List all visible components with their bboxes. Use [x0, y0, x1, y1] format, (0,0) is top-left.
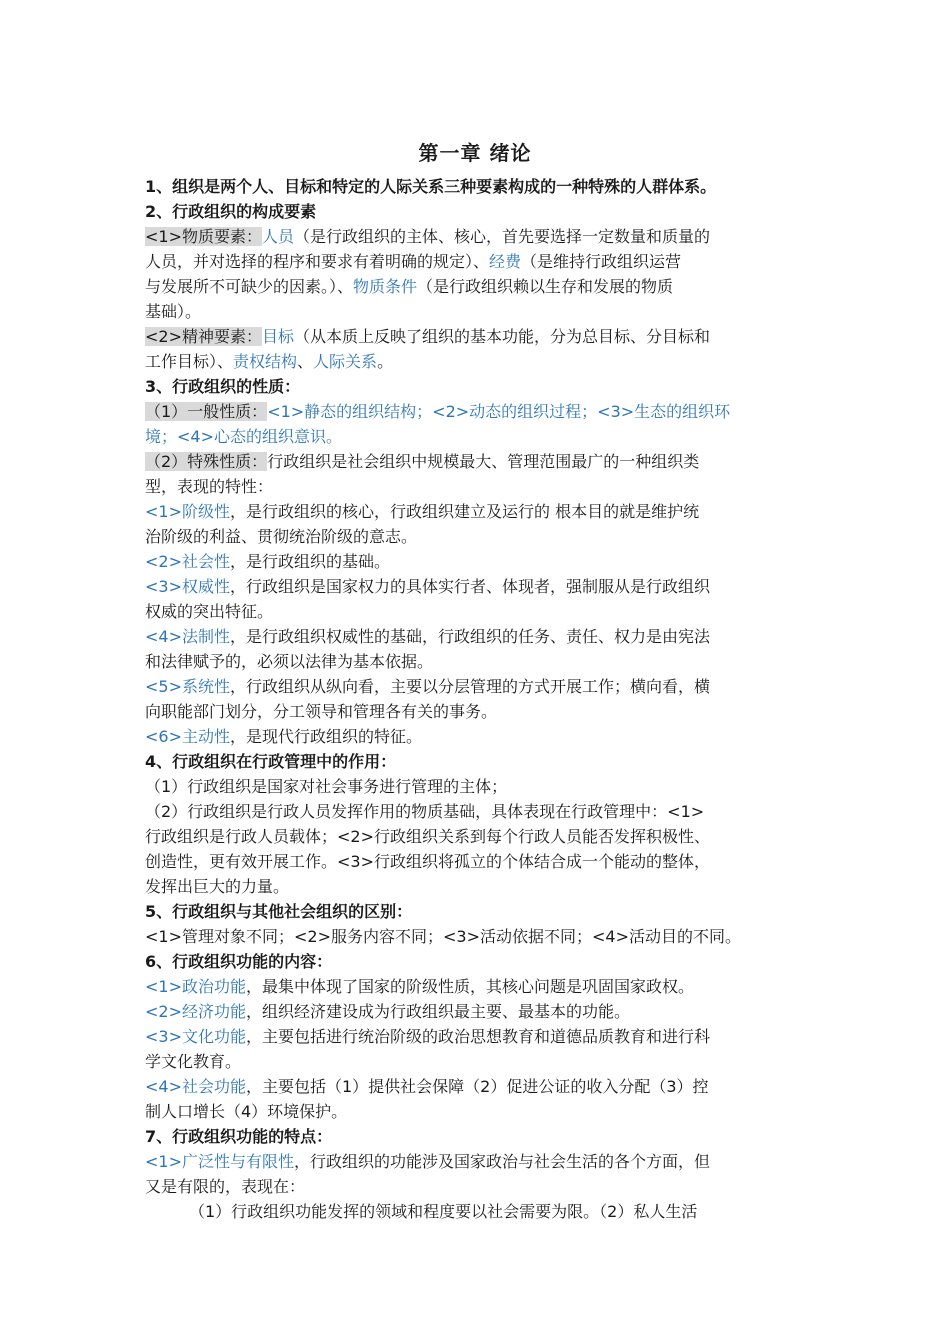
- property-5: [145, 674, 810, 699]
- property-4: [145, 624, 810, 649]
- property-6: [145, 724, 810, 749]
- function-4-cont: 制人口增长（4）环境保护。: [145, 1102, 348, 1121]
- text: <6>主动性: [145, 727, 230, 746]
- material-elements-line-4: 基础）。: [145, 302, 202, 321]
- text: （从本质上反映了组织的基本功能，分为总目标、分目标和: [294, 327, 711, 346]
- property-1-cont: 治阶级的利益、贯彻统治阶级的意志。: [145, 527, 418, 546]
- term-goal: 目标: [262, 327, 295, 346]
- text: ，主要包括进行统治阶级的政治思想教育和道德品质教育和进行科: [246, 1027, 711, 1046]
- general-nature-label: （1）一般性质：: [145, 402, 268, 421]
- text: ，是行政组织的基础。: [230, 552, 391, 571]
- material-label: <1>物质要素：: [145, 227, 262, 246]
- term-authority-structure: 责权结构: [233, 352, 298, 371]
- text: （是维持行政组织运营: [521, 252, 682, 271]
- difference-list: <1>管理对象不同；<2>服务内容不同；<3>活动依据不同；<4>活动目的不同。: [145, 927, 741, 946]
- function-2: [145, 999, 810, 1024]
- function-3-cont: 学文化教育。: [145, 1052, 242, 1071]
- material-elements-line-1: [145, 224, 810, 249]
- role-2-line-4: 发挥出巨大的力量。: [145, 877, 290, 896]
- spiritual-label: <2>精神要素：: [145, 327, 262, 346]
- text: <1>政治功能: [145, 977, 246, 996]
- heading-2: 2、行政组织的构成要素: [145, 202, 317, 221]
- term-funds: 经费: [489, 252, 522, 271]
- text: ，是行政组织的核心，行政组织建立及运行的 根本目的就是维护统: [230, 502, 700, 521]
- text: <4>社会功能: [145, 1077, 246, 1096]
- role-2-line-1: （2）行政组织是行政人员发挥作用的物质基础，具体表现在行政管理中：<1>: [145, 802, 705, 821]
- heading-5: 5、行政组织与其他社会组织的区别：: [145, 902, 413, 921]
- function-3: [145, 1024, 810, 1049]
- text: ，行政组织是国家权力的具体实行者、体现者，强制服从是行政组织: [230, 577, 711, 596]
- special-nature-line-1: [145, 449, 810, 474]
- text: （是行政组织赖以生存和发展的物质: [417, 277, 674, 296]
- heading-7: 7、行政组织功能的特点：: [145, 1127, 333, 1146]
- role-2-line-3: 创造性，更有效开展工作。<3>行政组织将孤立的个体结合成一个能动的整体，: [145, 852, 710, 871]
- general-nature-line-1: [145, 399, 810, 424]
- text: ，组织经济建设成为行政组织最主要、最基本的功能。: [246, 1002, 631, 1021]
- text: <1>广泛性与有限性: [145, 1152, 294, 1171]
- text: <4>法制性: [145, 627, 230, 646]
- property-3-cont: 权威的突出特征。: [145, 602, 274, 621]
- property-2: [145, 549, 810, 574]
- text: <2>经济功能: [145, 1002, 246, 1021]
- spiritual-elements-line-2: [145, 349, 810, 374]
- feature-1-cont: 又是有限的，表现在：: [145, 1177, 306, 1196]
- general-nature-line-2: 境；<4>心态的组织意识。: [145, 427, 342, 446]
- text: <2>社会性: [145, 552, 230, 571]
- text: ，最集中体现了国家的阶级性质，其核心问题是巩固国家政权。: [246, 977, 695, 996]
- heading-3: 3、行政组织的性质：: [145, 377, 301, 396]
- property-4-cont: 和法律赋予的，必须以法律为基本依据。: [145, 652, 434, 671]
- heading-4: 4、行政组织在行政管理中的作用：: [145, 752, 397, 771]
- text: 。: [377, 352, 394, 371]
- material-elements-line-2: [145, 249, 810, 274]
- text: 工作目标）、: [145, 352, 234, 371]
- function-4: [145, 1074, 810, 1099]
- text: <3>权威性: [145, 577, 230, 596]
- document-body: [145, 174, 810, 1224]
- text: ，是现代行政组织的特征。: [230, 727, 423, 746]
- text: <5>系统性: [145, 677, 230, 696]
- feature-1: [145, 1149, 810, 1174]
- text: ，行政组织的功能涉及国家政治与社会生活的各个方面，但: [294, 1152, 711, 1171]
- property-1: [145, 499, 810, 524]
- role-2-line-2: 行政组织是行政人员载体；<2>行政组织关系到每个行政人员能否发挥积极性、: [145, 827, 710, 846]
- property-5-cont: 向职能部门划分，分工领导和管理各有关的事务。: [145, 702, 498, 721]
- function-1: [145, 974, 810, 999]
- text: <1>阶级性: [145, 502, 230, 521]
- term-personnel: 人员: [262, 227, 295, 246]
- text: ，是行政组织权威性的基础，行政组织的任务、责任、权力是由宪法: [230, 627, 711, 646]
- text: （是行政组织的主体、核心，首先要选择一定数量和质量的: [294, 227, 711, 246]
- property-3: [145, 574, 810, 599]
- text: 、: [297, 352, 314, 371]
- term-interpersonal: 人际关系: [313, 352, 378, 371]
- special-nature-line-2: 型，表现的特性：: [145, 477, 274, 496]
- text: ，主要包括（1）提供社会保障（2）促进公证的收入分配（3）控: [246, 1077, 709, 1096]
- text: <3>文化功能: [145, 1027, 246, 1046]
- text: 人员，并对选择的程序和要求有着明确的规定）、: [145, 252, 490, 271]
- text: 与发展所不可缺少的因素。）、: [145, 277, 354, 296]
- text: <1>静态的组织结构；<2>动态的组织过程；<3>生态的组织环: [267, 402, 731, 421]
- text: 行政组织是社会组织中规模最大、管理范围最广的一种组织类: [267, 452, 700, 471]
- text: ，行政组织从纵向看，主要以分层管理的方式开展工作；横向看，横: [230, 677, 711, 696]
- role-1: （1）行政组织是国家对社会事务进行管理的主体；: [145, 777, 508, 796]
- chapter-title: 第一章 绪论: [418, 141, 532, 165]
- term-material-conditions: 物质条件: [353, 277, 418, 296]
- special-nature-label: （2）特殊性质：: [145, 452, 268, 471]
- material-elements-line-3: [145, 274, 810, 299]
- heading-1: 1、组织是两个人、目标和特定的人际关系三种要素构成的一种特殊的人群体系。: [145, 177, 717, 196]
- heading-6: 6、行政组织功能的内容：: [145, 952, 333, 971]
- spiritual-elements-line-1: [145, 324, 810, 349]
- feature-1-detail: （1）行政组织功能发挥的领域和程度要以社会需要为限。（2）私人生活: [189, 1202, 698, 1221]
